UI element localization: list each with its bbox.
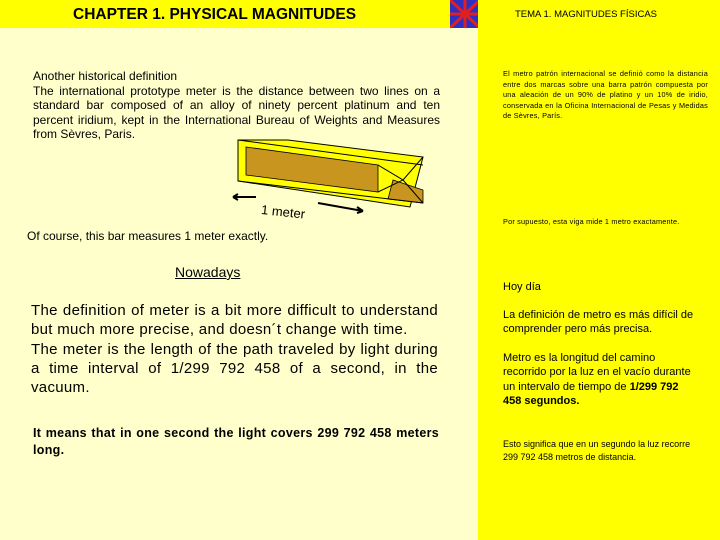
metro-es-bold: 1/299 792 458 segundos. [503, 380, 679, 408]
spanish-column [478, 0, 720, 540]
light-distance-text: It means that in one second the light covers 299 792 458 meters long. [33, 426, 439, 457]
definition-light: The meter is the length of the path traveled by light during a time interval of 1/299 792 458 of a second, in the vacuum. [31, 340, 438, 397]
meter-bar-illustration [228, 135, 433, 215]
historical-text: The international prototype meter is the distance between two lines on a standard bar composed of an alloy of ninety percent platinum and ten percent iridium, kept in the International Bureau of Weights and Measures from Sèvres, Paris. [33, 83, 440, 141]
definicion-es: La definición de metro es más difícil de comprender pero más precisa. [503, 309, 694, 336]
bar-length-label: 1 meter [260, 202, 306, 222]
historical-definition [33, 69, 440, 142]
significa-es: Esto significa que en un segundo la luz recorre 299 792 458 metros de distancia. [503, 439, 691, 462]
page-title: CHAPTER 1. PHYSICAL MAGNITUDES [73, 6, 357, 23]
por-supuesto-es: Por supuesto, esta viga mide 1 metro exactamente. [503, 217, 680, 226]
right-title: TEMA 1. MAGNITUDES FÍSICAS [515, 9, 657, 20]
modern-definition [31, 301, 438, 397]
nowadays-heading: Nowadays [175, 264, 241, 280]
of-course-text: Of course, this bar measures 1 meter exactly. [27, 229, 269, 243]
header-band [0, 0, 450, 28]
hoy-dia-es: Hoy día [503, 281, 541, 293]
metro-es-text: Metro es la longitud del camino recorrido por la luz en el vacío durante un intervalo de tiempo de [503, 352, 691, 393]
historical-es: El metro patrón internacional se definió como la distancia entre dos marcas sobre una barra patrón compuesta por una aleación de un 90% de platino y un 10% de iridio, conservada en la Oficina Internacional de Pesas y Medidas de Sèvres, París. [503, 69, 708, 121]
metro-es [503, 351, 698, 409]
definition-intro: The definition of meter is a bit more difficult to understand but much more precise, and doesn´t change with time. [31, 302, 438, 339]
historical-heading: Another historical definition [33, 69, 178, 83]
